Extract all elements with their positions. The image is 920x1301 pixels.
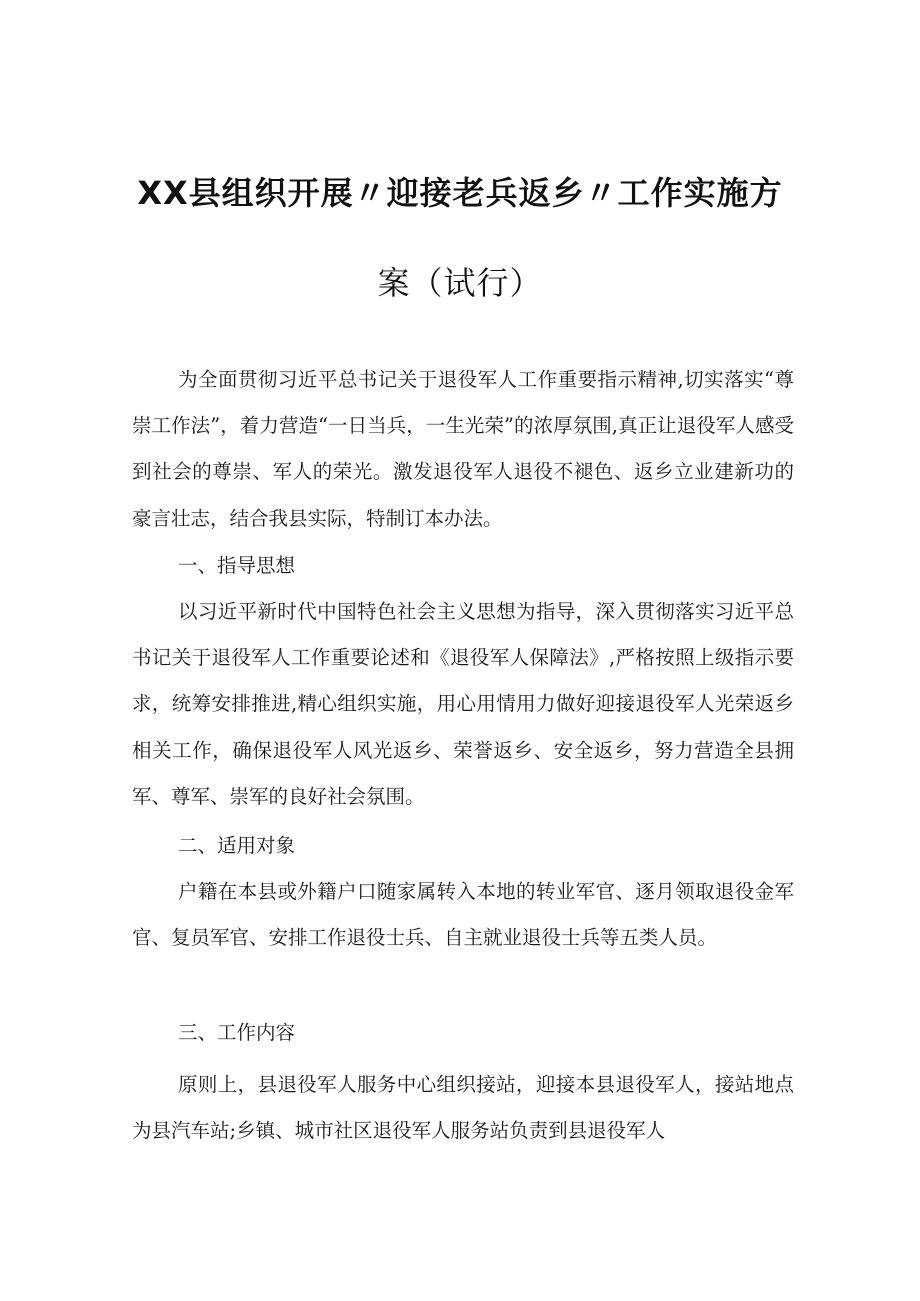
document-title-line2: 案（试行）	[377, 264, 543, 302]
document-title-line1: XX县组织开展〃迎接老兵返乡〃工作实施方	[137, 174, 783, 212]
section-body-work-content: 原则上，县退役军人服务中心组织接站，迎接本县退役军人，接站地点为县汽车站;乡镇、城市社区退役军人服务站负责到县退役军人	[132, 1073, 794, 1143]
section-heading-work-content: 三、工作内容	[178, 1021, 296, 1044]
section-body-guiding-ideology: 以习近平新时代中国特色社会主义思想为指导，深入贯彻落实习近平总书记关于退役军人工作重要论述和《退役军人保障法》,严格按照上级指示要求，统筹安排推进,精心组织实施，用心用情用力做好迎接退役军人光荣返乡相关工作，确保退役军人风光返乡、荣誉返乡、安全返乡，努力营造全县拥军、尊军、崇军的良好社会氛围。	[132, 600, 794, 808]
section-heading-applicable-objects: 二、适用对象	[178, 834, 296, 857]
section-heading-guiding-ideology: 一、指导思想	[178, 554, 296, 577]
section-body-applicable-objects: 户籍在本县或外籍户口随家属转入本地的转业军官、逐月领取退役金军官、复员军官、安排工作退役士兵、自主就业退役士兵等五类人员。	[132, 880, 794, 950]
intro-paragraph: 为全面贯彻习近平总书记关于退役军人工作重要指示精神,切实落实“尊崇工作法”，着力营造“一日当兵，一生光荣”的浓厚氛围,真正让退役军人感受到社会的尊崇、军人的荣光。激发退役军人退役不褪色、返乡立业建新功的豪言壮志，结合我县实际，特制订本办法。	[132, 368, 794, 530]
